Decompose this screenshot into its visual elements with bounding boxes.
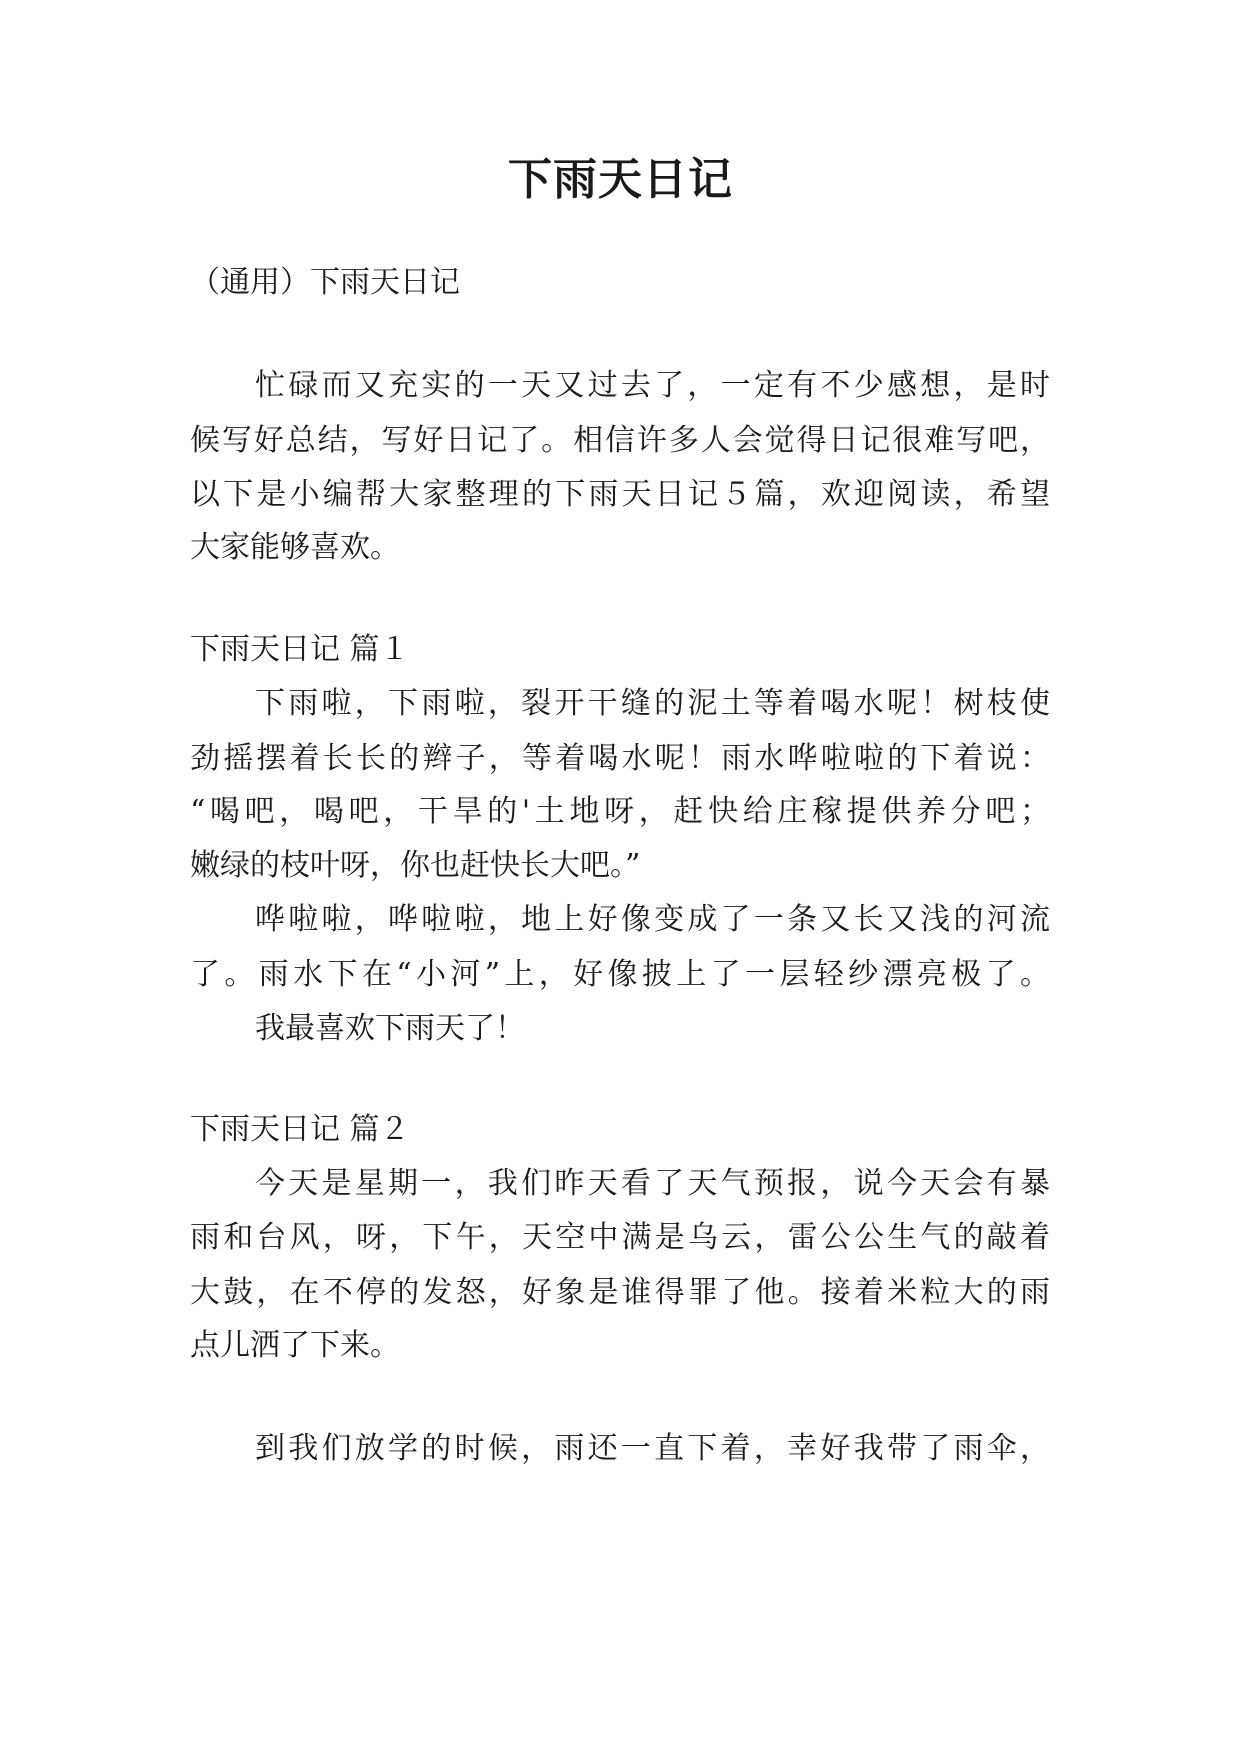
paragraph-line: 哗啦啦，哗啦啦，地上好像变成了一条又长又浅的河流 bbox=[255, 902, 1050, 937]
paragraph-line: 雨和台风，呀，下午，天空中满是乌云，雷公公生气的敲着 bbox=[190, 1220, 1050, 1255]
paragraph-line: 点儿洒了下来。 bbox=[190, 1328, 400, 1363]
paragraph-line: 嫩绿的枝叶呀，你也赶快长大吧。” bbox=[190, 848, 641, 883]
intro-line: 大家能够喜欢。 bbox=[190, 530, 400, 565]
paragraph-line: 到我们放学的时候，雨还一直下着，幸好我带了雨伞， bbox=[255, 1431, 1050, 1466]
section-heading: 下雨天日记 篇２ bbox=[190, 1112, 410, 1147]
section-heading: 下雨天日记 篇１ bbox=[190, 632, 410, 667]
paragraph-line: 了。雨水下在“小河”上，好像披上了一层轻纱漂亮极了。 bbox=[190, 957, 1050, 992]
intro-line: 候写好总结，写好日记了。相信许多人会觉得日记很难写吧， bbox=[190, 423, 1050, 458]
paragraph-line: 今天是星期一，我们昨天看了天气预报，说今天会有暴 bbox=[255, 1166, 1050, 1201]
document-subtitle: （通用）下雨天日记 bbox=[190, 265, 460, 300]
paragraph-line: 下雨啦，下雨啦，裂开干缝的泥土等着喝水呢！树枝使 bbox=[255, 686, 1050, 721]
intro-line: 忙碌而又充实的一天又过去了，一定有不少感想，是时 bbox=[255, 368, 1050, 403]
paragraph-line: 大鼓，在不停的发怒，好象是谁得罪了他。接着米粒大的雨 bbox=[190, 1275, 1050, 1310]
document-title: 下雨天日记 bbox=[508, 154, 733, 205]
intro-line: 以下是小编帮大家整理的下雨天日记５篇，欢迎阅读，希望 bbox=[190, 477, 1050, 512]
paragraph-line: “喝吧，喝吧，干旱的'土地呀，赶快给庄稼提供养分吧； bbox=[190, 794, 1050, 829]
paragraph-line: 我最喜欢下雨天了！ bbox=[255, 1011, 525, 1046]
paragraph-line: 劲摇摆着长长的辫子，等着喝水呢！雨水哗啦啦的下着说： bbox=[190, 741, 1050, 776]
